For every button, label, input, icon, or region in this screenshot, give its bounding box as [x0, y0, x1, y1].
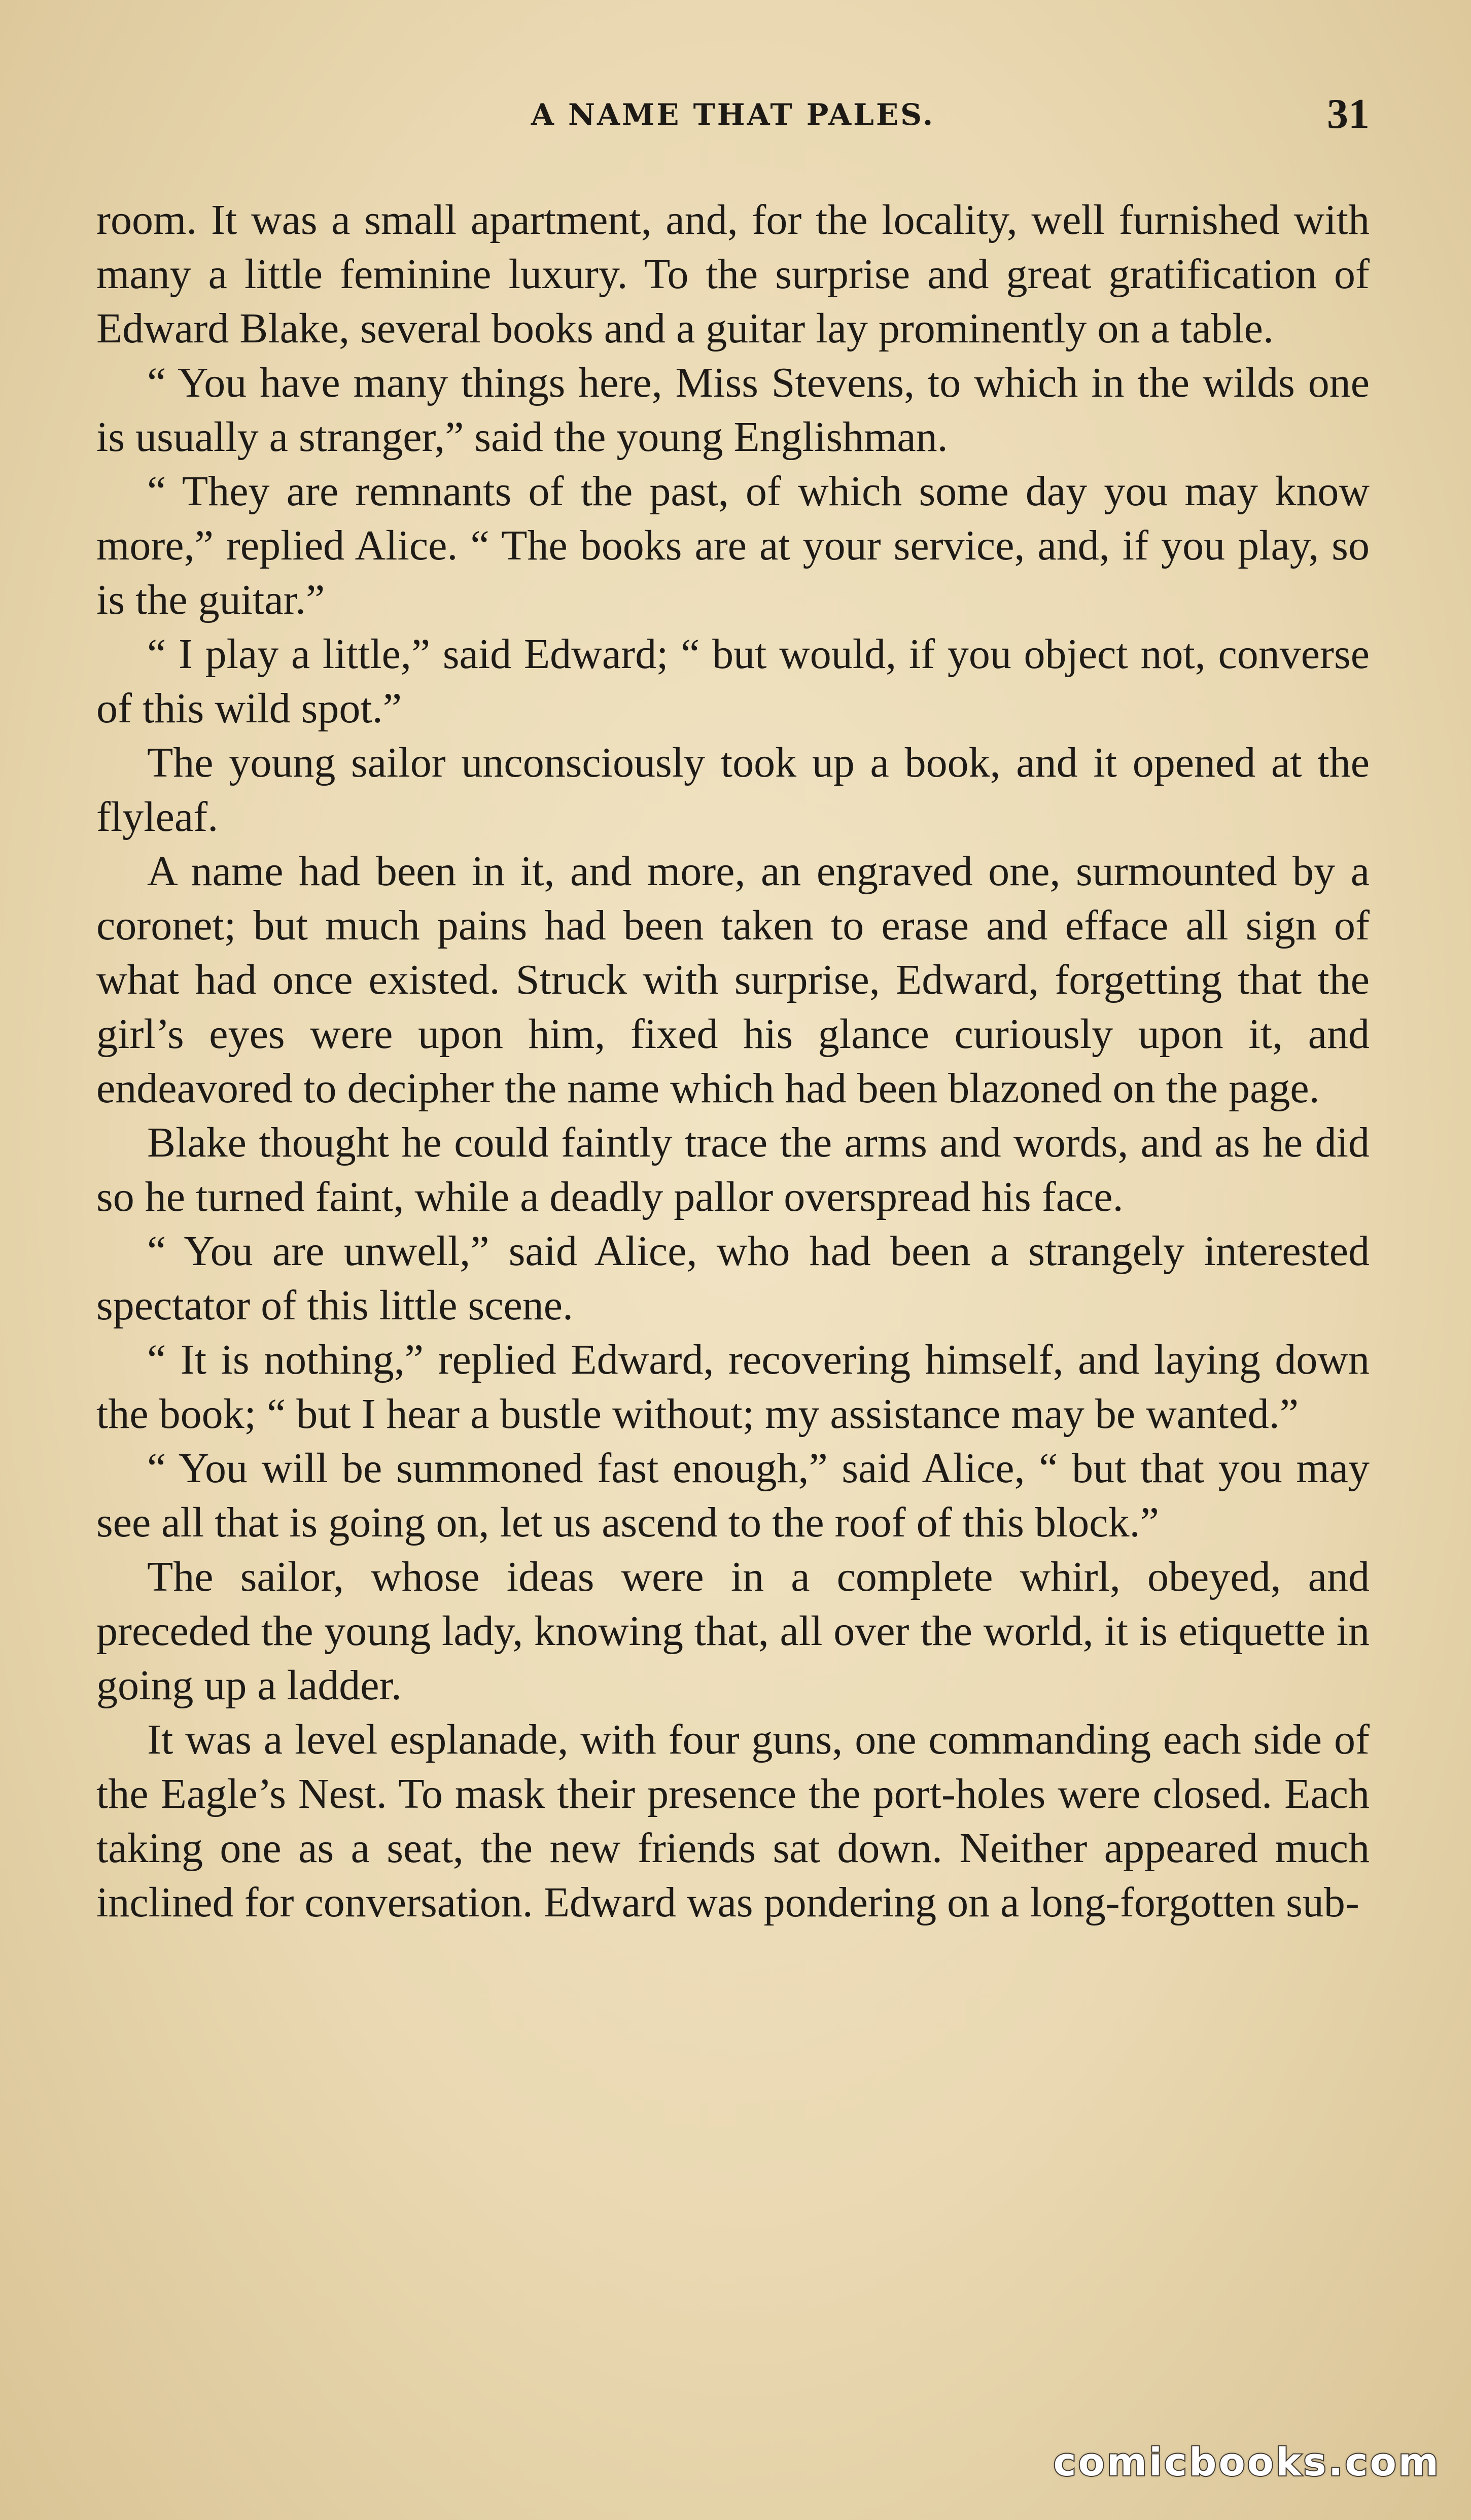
paragraph: “ It is nothing,” replied Edward, recovering himself, and laying down the book; “ but I hear a bustle without; my assistance may be wanted.” — [96, 1336, 1370, 1438]
page-header — [96, 86, 1370, 142]
page-number: 31 — [1327, 90, 1370, 137]
watermark: comicbooks.com — [1053, 2439, 1441, 2484]
paragraph: The sailor, whose ideas were in a complete whirl, obeyed, and preceded the young lady, knowing that, all over the world, it is etiquette in going up a ladder. — [96, 1553, 1370, 1709]
paragraph: It was a level esplanade, with four guns, one commanding each side of the Eagle’s Nest. To mask their presence the port-holes were closed. Each taking one as a seat, the new friends sat down. Neither appeared much inclined for conversation. Edward was pondering on a long-forgotten sub- — [96, 1716, 1370, 1926]
body-text — [96, 193, 1370, 1930]
paragraph: room. It was a small apartment, and, for the locality, well furnished with many a little feminine luxury. To the surprise and great gratification of Edward Blake, several books and a guitar lay prominently on a table. — [96, 196, 1370, 352]
paragraph: “ You are unwell,” said Alice, who had been a strangely interested spectator of this little scene. — [96, 1228, 1370, 1329]
paragraph: “ You will be summoned fast enough,” said Alice, “ but that you may see all that is going on, let us ascend to the roof of this block.” — [96, 1445, 1370, 1546]
paragraph: A name had been in it, and more, an engraved one, surmounted by a coronet; but much pains had been taken to erase and efface all sign of what had once existed. Struck with surprise, Edward, forgetting that the girl’s eyes were upon him, fixed his glance curiously upon it, and endeavored to decipher the name which had been blazoned on the page. — [96, 848, 1370, 1112]
paragraph: The young sailor unconsciously took up a book, and it opened at the flyleaf. — [96, 739, 1370, 841]
paragraph: “ You have many things here, Miss Stevens, to which in the wilds one is usually a stranger,” said the young Englishman. — [96, 359, 1370, 461]
paragraph: “ They are remnants of the past, of which some day you may know more,” replied Alice. “ The books are at your service, and, if you play, so is the guitar.” — [96, 468, 1370, 623]
paragraph: Blake thought he could faintly trace the arms and words, and as he did so he turned faint, while a deadly pallor overspread his face. — [96, 1119, 1370, 1220]
running-head: A NAME THAT PALES. — [531, 97, 935, 132]
paragraph: “ I play a little,” said Edward; “ but would, if you object not, converse of this wild spot.” — [96, 631, 1370, 732]
